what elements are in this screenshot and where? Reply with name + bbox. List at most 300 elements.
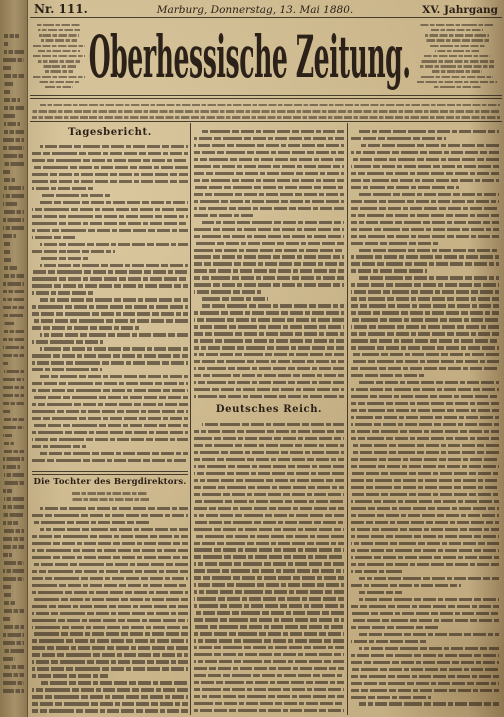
illegible-text-line — [359, 577, 499, 580]
illegible-text-line — [4, 625, 24, 629]
illegible-text-line — [194, 283, 344, 286]
illegible-text-line — [351, 493, 499, 496]
illegible-text-line — [194, 569, 344, 572]
illegible-text-line — [194, 137, 344, 140]
illegible-text-line — [4, 210, 24, 214]
illegible-text-line — [3, 481, 24, 485]
illegible-text-line — [32, 674, 108, 677]
illegible-text-line — [40, 104, 500, 107]
illegible-text-line — [351, 584, 461, 587]
illegible-text-line — [4, 330, 24, 334]
illegible-text-line — [194, 562, 344, 565]
subscription-rule — [30, 121, 502, 122]
illegible-text-line — [32, 584, 188, 587]
illegible-text-line — [194, 367, 344, 370]
illegible-text-line — [351, 472, 499, 475]
illegible-text-line — [3, 306, 24, 310]
illegible-text-line — [359, 381, 499, 384]
illegible-text-line — [32, 208, 188, 211]
illegible-text-line — [351, 612, 499, 615]
illegible-text-line — [194, 388, 344, 391]
illegible-text-line — [435, 50, 480, 52]
illegible-text-line — [3, 378, 24, 382]
illegible-text-line — [194, 702, 344, 705]
illegible-text-line — [40, 145, 188, 148]
illegible-text-line — [3, 585, 12, 589]
illegible-text-line — [3, 641, 24, 645]
illegible-text-line — [32, 166, 188, 169]
illegible-text-line — [40, 194, 110, 197]
illegible-text-line — [351, 395, 499, 398]
illegible-text-line — [194, 535, 344, 538]
illegible-text-line — [4, 473, 24, 477]
illegible-text-line — [33, 76, 84, 78]
illegible-text-line — [3, 489, 12, 493]
illegible-text-line — [351, 668, 499, 671]
illegible-text-line — [351, 689, 499, 692]
illegible-text-line — [45, 70, 74, 72]
illegible-text-line — [32, 250, 115, 253]
column-divider-1 — [190, 123, 191, 715]
illegible-text-line — [429, 45, 486, 47]
illegible-text-line — [194, 395, 344, 398]
illegible-text-line — [194, 507, 344, 510]
illegible-text-line — [3, 170, 10, 174]
illegible-text-line — [32, 660, 188, 663]
illegible-text-line — [351, 186, 459, 189]
illegible-text-line — [32, 116, 500, 119]
illegible-text-line — [4, 418, 24, 422]
illegible-text-line — [194, 249, 344, 252]
illegible-text-line — [359, 647, 499, 650]
illegible-text-line — [3, 66, 11, 70]
illegible-text-line — [194, 262, 344, 265]
feuilleton-heading-box — [32, 477, 188, 488]
illegible-text-line — [3, 577, 24, 581]
illegible-text-line — [351, 682, 499, 685]
illegible-text-line — [194, 200, 344, 203]
illegible-text-line — [40, 347, 188, 350]
illegible-text-line — [194, 555, 344, 558]
illegible-text-line — [194, 472, 344, 475]
dateline: Marburg, Donnerstag, 13. Mai 1880. — [156, 4, 354, 16]
illegible-text-line — [194, 646, 344, 649]
illegible-text-line — [4, 442, 14, 446]
illegible-text-line — [351, 179, 499, 182]
illegible-text-line — [37, 24, 81, 26]
illegible-text-line — [351, 374, 426, 377]
illegible-text-line — [194, 276, 344, 279]
illegible-text-line — [32, 542, 188, 545]
illegible-text-line — [417, 81, 498, 83]
illegible-text-line — [3, 394, 24, 398]
illegible-text-line — [32, 229, 188, 232]
illegible-text-line — [351, 500, 499, 503]
masthead-left-notice — [32, 21, 86, 92]
illegible-text-line — [194, 576, 344, 579]
illegible-text-line — [351, 346, 499, 349]
illegible-text-line — [32, 709, 188, 712]
illegible-text-line — [32, 556, 188, 559]
illegible-text-line — [351, 423, 499, 426]
illegible-text-line — [351, 570, 402, 573]
illegible-text-line — [3, 633, 24, 637]
illegible-text-line — [351, 172, 499, 175]
illegible-text-line — [351, 311, 499, 314]
illegible-text-line — [351, 297, 499, 300]
illegible-text-line — [32, 152, 188, 155]
illegible-text-line — [351, 388, 499, 391]
illegible-text-line — [3, 673, 24, 677]
illegible-text-line — [32, 284, 188, 287]
illegible-text-line — [3, 138, 24, 142]
illegible-text-line — [4, 274, 24, 278]
illegible-text-line — [32, 667, 188, 670]
illegible-text-line — [359, 130, 499, 133]
illegible-text-line — [359, 702, 499, 705]
subscription-notice — [32, 100, 500, 120]
issue-number: Nr. 111. — [34, 2, 88, 16]
illegible-text-line — [32, 632, 188, 635]
illegible-text-line — [194, 528, 344, 531]
illegible-text-line — [45, 86, 73, 88]
illegible-text-line — [3, 434, 12, 438]
illegible-text-line — [32, 598, 188, 601]
newspaper-title: Oberhessische Zeitung. — [89, 23, 411, 91]
illegible-text-line — [3, 218, 24, 222]
illegible-text-line — [4, 178, 15, 182]
illegible-text-line — [194, 688, 344, 691]
illegible-text-line — [351, 325, 499, 328]
illegible-text-line — [202, 221, 344, 224]
illegible-text-line — [351, 437, 499, 440]
illegible-text-line — [194, 583, 344, 586]
illegible-text-line — [3, 290, 24, 294]
illegible-text-line — [420, 24, 494, 26]
illegible-text-line — [32, 410, 188, 413]
illegible-text-line — [32, 187, 93, 190]
illegible-text-line — [351, 640, 426, 643]
illegible-text-line — [194, 235, 344, 238]
illegible-text-line — [32, 438, 188, 441]
illegible-text-line — [40, 333, 188, 336]
illegible-text-line — [194, 465, 344, 468]
illegible-text-line — [32, 619, 188, 622]
illegible-text-line — [351, 619, 499, 622]
illegible-text-line — [351, 626, 440, 629]
illegible-text-line — [351, 416, 499, 419]
illegible-text-line — [40, 375, 188, 378]
illegible-text-line — [3, 322, 14, 326]
illegible-text-line — [351, 242, 440, 245]
illegible-text-line — [194, 290, 261, 293]
illegible-text-line — [194, 709, 344, 712]
illegible-text-line — [32, 354, 188, 357]
section-heading-tagesbericht: Tagesbericht. — [68, 127, 152, 138]
illegible-text-line — [194, 618, 344, 621]
illegible-text-line — [194, 193, 344, 196]
illegible-text-line — [194, 158, 344, 161]
illegible-text-line — [32, 305, 188, 308]
illegible-text-line — [32, 361, 188, 364]
illegible-text-line — [425, 34, 489, 36]
illegible-text-line — [32, 340, 103, 343]
illegible-text-line — [32, 236, 75, 239]
illegible-text-line — [32, 319, 188, 322]
illegible-text-line — [4, 130, 24, 134]
illegible-text-line — [4, 50, 24, 54]
illegible-text-line — [3, 657, 15, 661]
illegible-text-line — [420, 60, 495, 62]
illegible-text-line — [32, 173, 188, 176]
adjacent-page-text — [3, 30, 24, 700]
illegible-text-line — [351, 290, 499, 293]
illegible-text-line — [32, 646, 188, 649]
illegible-text-line — [3, 410, 10, 414]
illegible-text-line — [4, 370, 24, 374]
illegible-text-line — [359, 249, 499, 252]
illegible-text-line — [3, 545, 24, 549]
illegible-text-line — [351, 675, 499, 678]
illegible-text-line — [32, 291, 93, 294]
illegible-text-line — [433, 86, 480, 88]
illegible-text-line — [32, 653, 188, 656]
illegible-text-line — [3, 202, 17, 206]
illegible-text-line — [4, 601, 15, 605]
illegible-text-line — [32, 424, 188, 427]
feuilleton-rule-upper — [32, 471, 188, 472]
illegible-text-line — [194, 381, 344, 384]
illegible-text-line — [3, 649, 24, 653]
illegible-text-line — [32, 431, 188, 434]
illegible-text-line — [4, 609, 24, 613]
illegible-text-line — [32, 110, 500, 113]
illegible-text-line — [351, 207, 499, 210]
illegible-text-line — [40, 257, 89, 260]
illegible-text-line — [32, 222, 188, 225]
illegible-text-line — [194, 332, 344, 335]
feuilleton-rule-lower — [32, 474, 188, 475]
illegible-text-line — [3, 346, 24, 350]
illegible-text-line — [32, 521, 149, 524]
section-heading-deutsches-reich: Deutsches Reich. — [215, 404, 323, 415]
illegible-text-line — [194, 632, 344, 635]
illegible-text-line — [351, 262, 499, 265]
illegible-text-line — [194, 318, 344, 321]
illegible-text-line — [351, 444, 499, 447]
illegible-text-line — [351, 318, 499, 321]
illegible-text-line — [351, 451, 499, 454]
illegible-text-line — [351, 661, 499, 664]
illegible-text-line — [3, 386, 24, 390]
illegible-text-line — [4, 74, 24, 78]
illegible-text-line — [351, 353, 499, 356]
masthead-title-box — [88, 20, 412, 94]
illegible-text-line — [194, 179, 344, 182]
illegible-text-line — [202, 423, 344, 426]
illegible-text-line — [33, 45, 85, 47]
illegible-text-line — [359, 276, 499, 279]
illegible-text-line — [351, 486, 499, 489]
illegible-text-line — [351, 137, 446, 140]
illegible-text-line — [194, 311, 344, 314]
illegible-text-line — [351, 151, 499, 154]
illegible-text-line — [39, 81, 79, 83]
illegible-text-line — [194, 374, 344, 377]
illegible-text-line — [351, 228, 499, 231]
illegible-text-line — [194, 451, 344, 454]
illegible-text-line — [3, 194, 24, 198]
illegible-text-line — [32, 326, 139, 329]
illegible-text-line — [194, 339, 344, 342]
illegible-text-line — [351, 235, 499, 238]
page-fold-line — [27, 0, 28, 717]
illegible-text-line — [33, 55, 84, 57]
illegible-text-line — [194, 500, 344, 503]
illegible-text-line — [351, 409, 499, 412]
illegible-text-line — [351, 521, 499, 524]
illegible-text-line — [3, 553, 12, 557]
illegible-text-line — [4, 242, 10, 246]
illegible-text-line — [3, 282, 24, 286]
column-1-heading-box — [32, 127, 188, 139]
illegible-text-line — [3, 362, 8, 366]
illegible-text-line — [351, 535, 499, 538]
illegible-text-line — [351, 283, 499, 286]
illegible-text-line — [32, 459, 188, 462]
illegible-text-line — [4, 250, 10, 254]
illegible-text-line — [351, 465, 499, 468]
feuilleton-body — [32, 503, 188, 713]
illegible-text-line — [351, 507, 499, 510]
illegible-text-line — [351, 339, 499, 342]
illegible-text-line — [351, 528, 499, 531]
illegible-text-line — [3, 58, 24, 62]
illegible-text-line — [194, 242, 344, 245]
illegible-text-line — [194, 521, 344, 524]
illegible-text-line — [351, 514, 499, 517]
illegible-text-line — [4, 561, 24, 565]
illegible-text-line — [32, 180, 188, 183]
illegible-text-line — [38, 50, 79, 52]
illegible-text-line — [32, 535, 188, 538]
illegible-text-line — [359, 598, 499, 601]
illegible-text-line — [194, 486, 344, 489]
illegible-text-line — [359, 144, 499, 147]
column-1-body — [32, 141, 188, 468]
illegible-text-line — [351, 304, 499, 307]
illegible-text-line — [32, 368, 102, 371]
illegible-text-line — [3, 338, 24, 342]
illegible-text-line — [194, 346, 344, 349]
illegible-text-line — [72, 492, 147, 495]
illegible-text-line — [194, 597, 344, 600]
illegible-text-line — [40, 528, 188, 531]
illegible-text-line — [351, 402, 499, 405]
illegible-text-line — [351, 360, 499, 363]
illegible-text-line — [32, 389, 188, 392]
illegible-text-line — [194, 207, 344, 210]
illegible-text-line — [32, 445, 86, 448]
illegible-text-line — [351, 696, 431, 699]
illegible-text-line — [194, 458, 344, 461]
illegible-text-line — [351, 563, 499, 566]
illegible-text-line — [4, 90, 10, 94]
illegible-text-line — [32, 549, 188, 552]
illegible-text-line — [32, 563, 188, 566]
illegible-text-line — [40, 507, 188, 510]
illegible-text-line — [42, 65, 77, 67]
illegible-text-line — [194, 165, 344, 168]
illegible-text-line — [32, 277, 188, 280]
column-2-body-lower — [194, 419, 344, 713]
illegible-text-line — [194, 444, 344, 447]
illegible-text-line — [351, 200, 499, 203]
illegible-text-line — [4, 34, 18, 38]
masthead-rule-lower — [30, 98, 502, 99]
illegible-text-line — [3, 234, 16, 238]
illegible-text-line — [194, 360, 344, 363]
illegible-text-line — [194, 479, 344, 482]
illegible-text-line — [194, 681, 344, 684]
illegible-text-line — [194, 542, 344, 545]
illegible-text-line — [3, 226, 24, 230]
illegible-text-line — [4, 497, 24, 501]
illegible-text-line — [351, 549, 499, 552]
illegible-text-line — [4, 258, 11, 262]
illegible-text-line — [32, 639, 188, 642]
illegible-text-line — [420, 65, 494, 67]
illegible-text-line — [421, 76, 493, 78]
illegible-text-line — [32, 215, 188, 218]
illegible-text-line — [4, 186, 24, 190]
illegible-text-line — [38, 29, 79, 31]
illegible-text-line — [32, 591, 188, 594]
illegible-text-line — [194, 590, 344, 593]
masthead-right-notice — [414, 21, 500, 92]
illegible-text-line — [3, 689, 24, 693]
illegible-text-line — [32, 695, 188, 698]
illegible-text-line — [351, 542, 499, 545]
illegible-text-line — [4, 106, 24, 110]
illegible-text-line — [194, 325, 344, 328]
illegible-text-line — [40, 452, 188, 455]
column-3-body — [351, 126, 499, 713]
illegible-text-line — [38, 60, 80, 62]
illegible-text-line — [32, 612, 188, 615]
illegible-text-line — [4, 529, 24, 533]
illegible-text-line — [40, 681, 188, 684]
illegible-text-line — [351, 479, 499, 482]
illegible-text-line — [425, 39, 490, 41]
illegible-text-line — [40, 264, 188, 267]
illegible-text-line — [351, 430, 499, 433]
illegible-text-line — [40, 201, 188, 204]
illegible-text-line — [3, 154, 24, 158]
illegible-text-line — [4, 593, 11, 597]
illegible-text-line — [202, 304, 344, 307]
illegible-text-line — [194, 228, 344, 231]
illegible-text-line — [194, 186, 344, 189]
illegible-text-line — [3, 505, 24, 509]
illegible-text-line — [351, 458, 499, 461]
feuilleton-byline — [55, 489, 165, 501]
illegible-text-line — [351, 367, 499, 370]
illegible-text-line — [351, 654, 499, 657]
illegible-text-line — [432, 70, 482, 72]
illegible-text-line — [4, 98, 20, 102]
illegible-text-line — [194, 172, 344, 175]
